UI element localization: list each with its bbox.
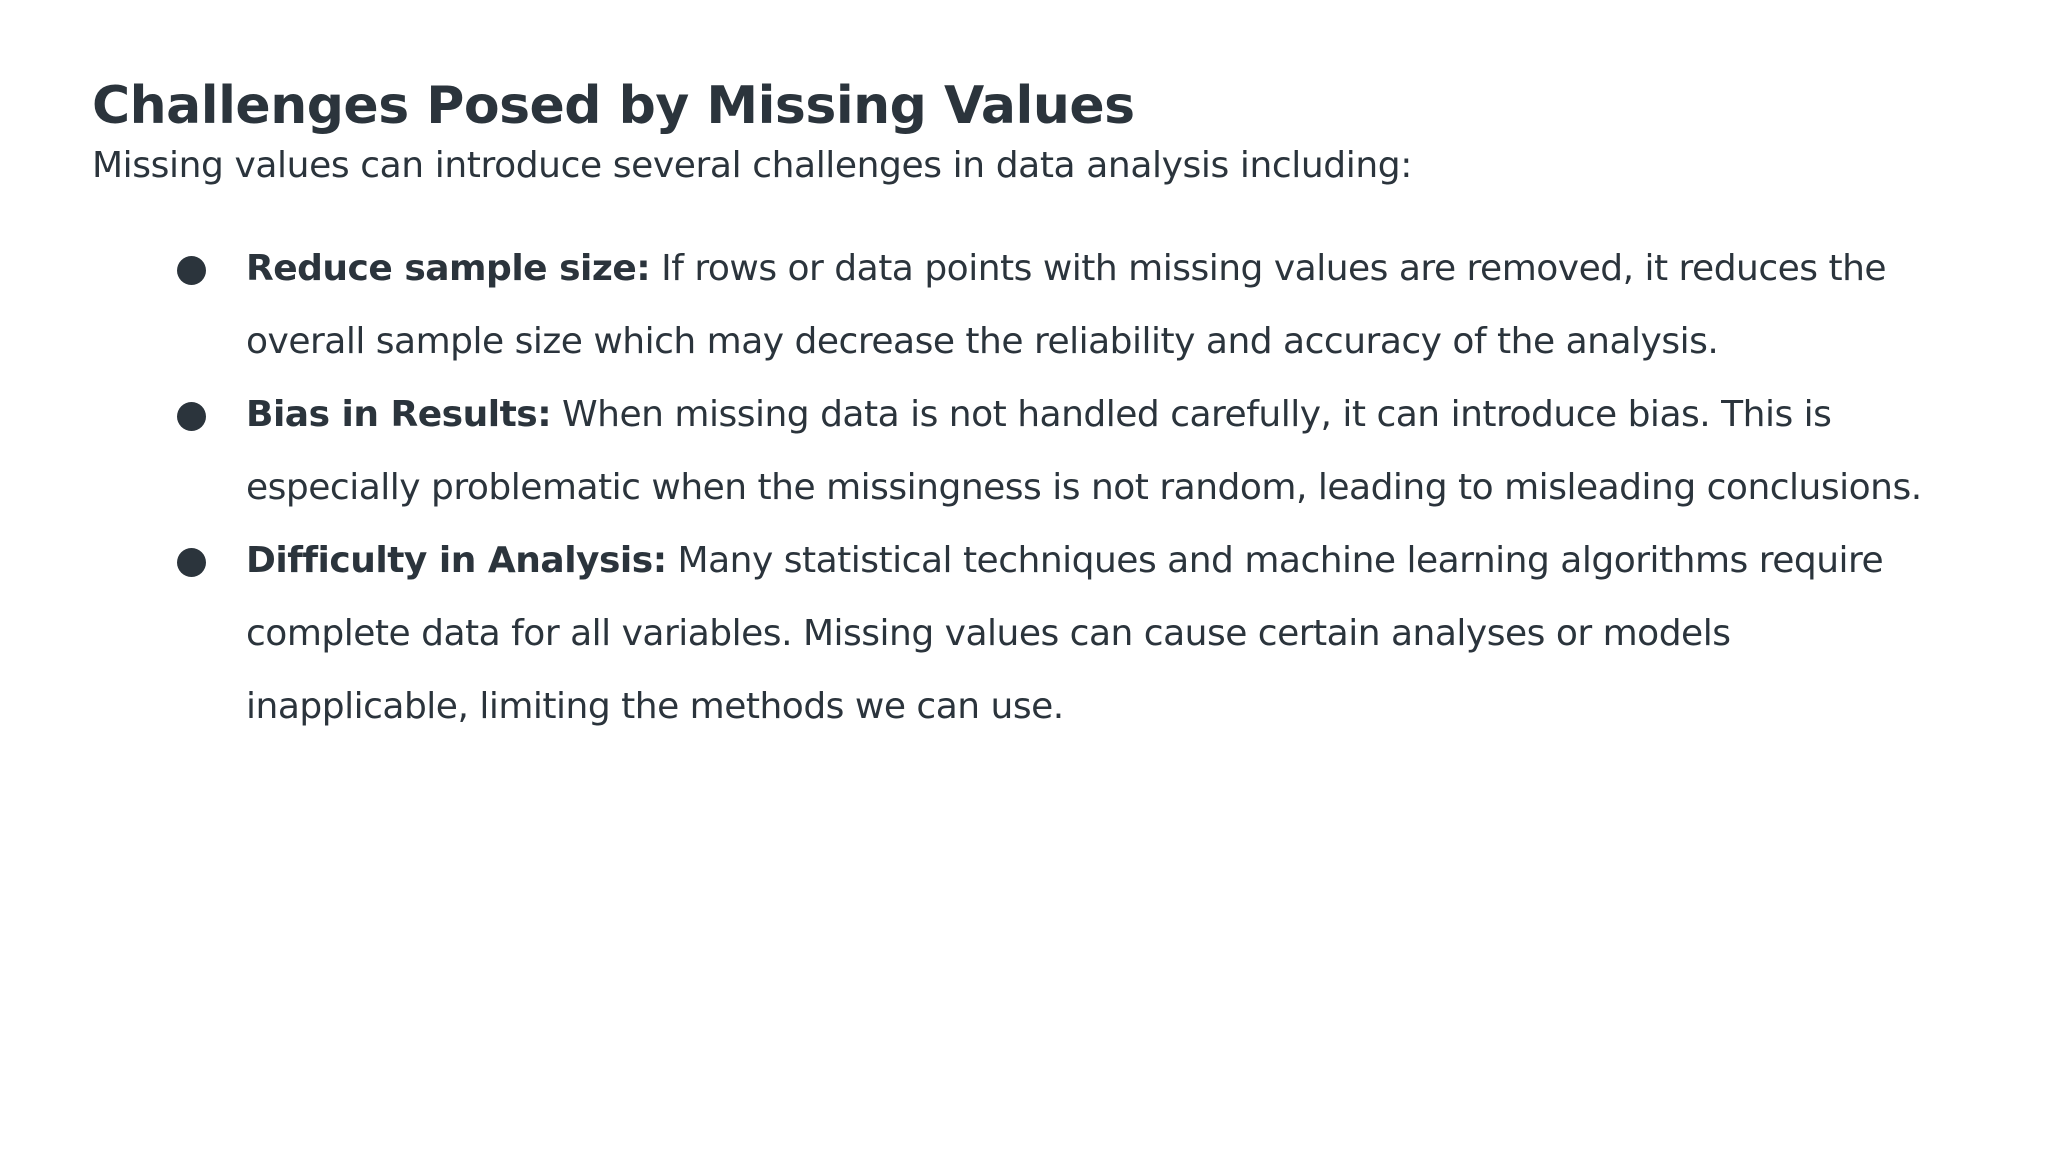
bullet-term: Bias in Results: <box>246 394 552 435</box>
bullet-dot-icon <box>177 402 206 431</box>
bullet-list <box>92 232 1956 743</box>
bullet-item-difficulty-in-analysis <box>92 524 1944 743</box>
slide-title: Challenges Posed by Missing Values <box>92 76 1135 136</box>
bullet-term: Difficulty in Analysis: <box>246 540 667 581</box>
bullet-dot-icon <box>177 548 206 577</box>
bullet-text: Many statistical techniques and machine learning algorithms require complete data for all variables. Missing values can cause certain analyses or models inapplicable, limiting the methods we can use. <box>246 540 1884 727</box>
bullet-dot-icon <box>177 256 206 285</box>
bullet-item-reduce-sample-size <box>92 232 1944 378</box>
bullet-term: Reduce sample size: <box>246 248 651 289</box>
slide-intro: Missing values can introduce several challenges in data analysis including: <box>92 145 1412 186</box>
bullet-item-bias-in-results <box>92 378 1944 524</box>
bullet-text: If rows or data points with missing values are removed, it reduces the overall sample size which may decrease the reliability and accuracy of the analysis. <box>246 248 1887 362</box>
bullet-text: When missing data is not handled carefully, it can introduce bias. This is especially problematic when the missingness is not random, leading to misleading conclusions. <box>246 394 1922 508</box>
